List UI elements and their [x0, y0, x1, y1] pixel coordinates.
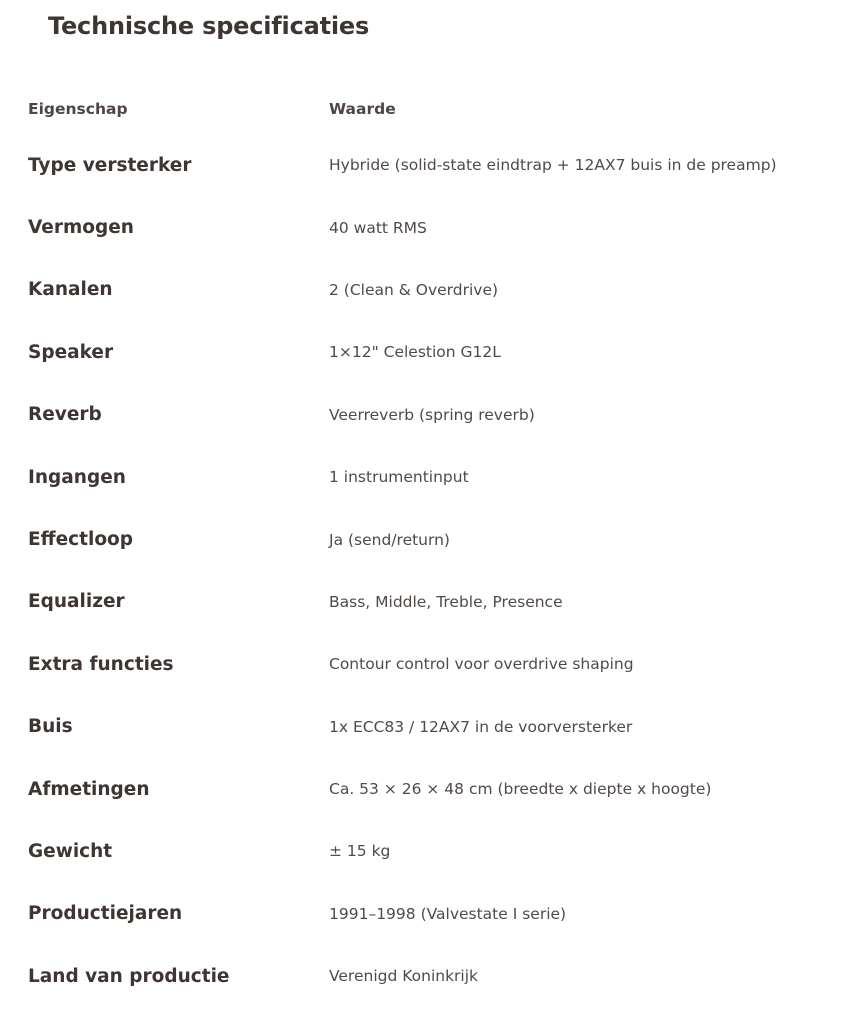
property-cell: Vermogen — [28, 217, 134, 239]
property-cell: Kanalen — [28, 279, 113, 301]
page-title: Technische specificaties — [48, 12, 370, 40]
value-cell: 1x ECC83 / 12AX7 in de voorversterker — [329, 717, 633, 736]
property-cell: Equalizer — [28, 591, 125, 613]
table-row — [28, 820, 828, 882]
value-cell: Ca. 53 × 26 × 48 cm (breedte x diepte x hoogte) — [329, 780, 712, 799]
table-row — [28, 633, 828, 695]
table-row — [28, 883, 828, 945]
value-cell: Veerreverb (spring reverb) — [329, 405, 535, 424]
property-cell: Speaker — [28, 341, 114, 363]
property-cell: Extra functies — [28, 653, 174, 675]
table-row — [28, 321, 828, 383]
property-cell: Reverb — [28, 404, 102, 426]
table-row — [28, 508, 828, 570]
header-property: Eigenschap — [28, 100, 128, 118]
property-cell: Type versterker — [28, 154, 192, 176]
value-cell: 1991–1998 (Valvestate I serie) — [329, 904, 567, 923]
value-cell: 2 (Clean & Overdrive) — [329, 280, 499, 299]
table-row — [28, 446, 828, 508]
value-cell: Ja (send/return) — [329, 530, 450, 549]
table-row — [28, 196, 828, 258]
property-cell: Land van productie — [28, 965, 230, 987]
value-cell: Bass, Middle, Treble, Presence — [329, 592, 563, 611]
property-cell: Buis — [28, 716, 73, 738]
property-cell: Effectloop — [28, 529, 133, 551]
table-row — [28, 571, 828, 633]
specifications-table — [28, 84, 828, 1007]
value-cell: Verenigd Koninkrijk — [329, 967, 479, 986]
value-cell: 1×12" Celestion G12L — [329, 343, 501, 362]
table-row — [28, 384, 828, 446]
property-cell: Afmetingen — [28, 778, 150, 800]
table-row — [28, 945, 828, 1007]
table-row — [28, 134, 828, 196]
header-row — [28, 84, 828, 134]
value-cell: 1 instrumentinput — [329, 468, 469, 487]
value-cell: 40 watt RMS — [329, 218, 427, 237]
property-cell: Ingangen — [28, 466, 126, 488]
table-row — [28, 696, 828, 758]
value-cell: Contour control voor overdrive shaping — [329, 655, 634, 674]
property-cell: Productiejaren — [28, 903, 183, 925]
value-cell: Hybride (solid-state eindtrap + 12AX7 buis in de preamp) — [329, 156, 777, 175]
table-row — [28, 259, 828, 321]
table-row — [28, 758, 828, 820]
property-cell: Gewicht — [28, 840, 113, 862]
header-value: Waarde — [329, 100, 396, 118]
value-cell: ± 15 kg — [329, 842, 391, 861]
table-body — [28, 134, 828, 1007]
table-header — [28, 84, 828, 134]
